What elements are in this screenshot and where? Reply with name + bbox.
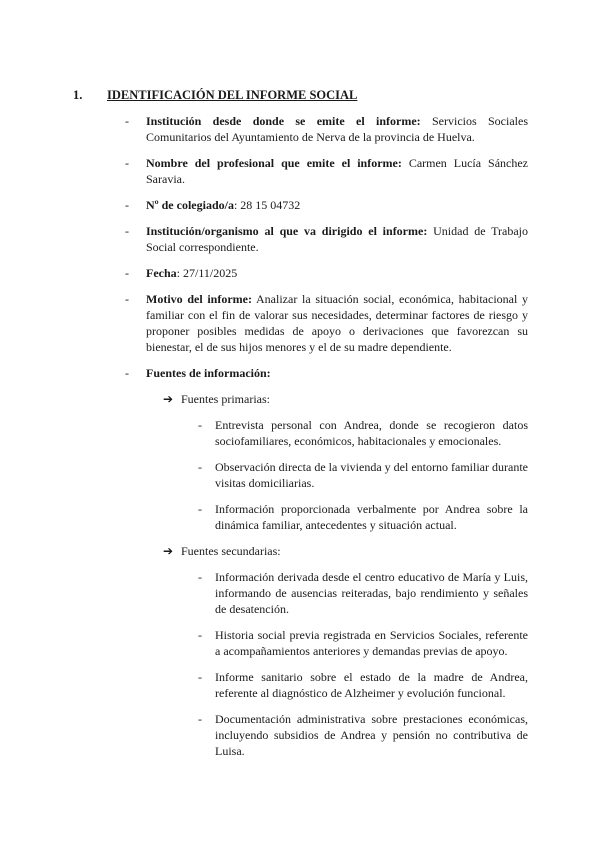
- secondary-source-item: [198, 627, 528, 659]
- secondary-source-item: [198, 711, 528, 759]
- bullet-dash: -: [125, 156, 129, 170]
- secondary-source-text: Documentación administrativa sobre prestaciones económicas, incluyendo subsidios de Andrea y pensión no contributiva de Luisa.: [215, 712, 528, 758]
- list-item-recipient: [125, 223, 528, 255]
- list-item-sources: [125, 365, 528, 381]
- item-label: Institución desde donde se emite el informe:: [146, 114, 421, 128]
- secondary-source-item: [198, 569, 528, 617]
- bullet-dash: -: [125, 198, 129, 212]
- bullet-dash: -: [198, 628, 202, 642]
- bullet-dash: -: [198, 670, 202, 684]
- item-value: Analizar la situación social, económica, habitacional y familiar con el fin de valorar sus necesidades, determinar factores de riesgo y proponer posibles medidas de apoyo o derivaciones que favorezcan su bienestar, el de sus hijos menores y el de su madre dependiente.: [146, 292, 528, 354]
- item-label: Motivo del informe:: [146, 292, 252, 306]
- item-label: Institución/organismo al que va dirigido el informe:: [146, 224, 428, 238]
- item-value: Carmen Lucía Sánchez Saravia.: [146, 156, 529, 186]
- item-value: Unidad de Trabajo Social correspondiente.: [146, 224, 528, 254]
- list-item-date: [125, 265, 528, 281]
- bullet-dash: -: [125, 224, 129, 238]
- primary-source-item: [198, 417, 528, 449]
- secondary-source-text: Informe sanitario sobre el estado de la madre de Andrea, referente al diagnóstico de Alzheimer y evolución funcional.: [215, 670, 528, 700]
- list-item-colegiado: [125, 197, 528, 213]
- primary-source-text: Entrevista personal con Andrea, donde se recogieron datos sociofamiliares, económicos, habitacionales y emocionales.: [215, 418, 528, 448]
- primary-source-text: Información proporcionada verbalmente por Andrea sobre la dinámica familiar, antecedentes y situación actual.: [215, 502, 528, 532]
- bullet-dash: -: [198, 712, 202, 726]
- arrow-right-icon: ➔: [163, 392, 174, 406]
- item-label: Fuentes de información:: [146, 366, 271, 380]
- bullet-dash: -: [198, 502, 202, 516]
- bullet-dash: -: [125, 266, 129, 280]
- secondary-sources-label: Fuentes secundarias:: [181, 544, 281, 558]
- primary-source-item: [198, 501, 528, 533]
- bullet-dash: -: [125, 292, 129, 306]
- secondary-source-item: [198, 669, 528, 701]
- item-label: Nº de colegiado/a: [146, 198, 234, 212]
- item-label: Nombre del profesional que emite el informe:: [146, 156, 402, 170]
- section-title: IDENTIFICACIÓN DEL INFORME SOCIAL: [107, 88, 358, 102]
- bullet-dash: -: [198, 460, 202, 474]
- section-number: 1.: [73, 88, 83, 102]
- list-item-motive: [125, 291, 528, 355]
- primary-sources-label: Fuentes primarias:: [181, 392, 270, 406]
- arrow-right-icon: ➔: [163, 544, 174, 558]
- primary-source-text: Observación directa de la vivienda y del entorno familiar durante visitas domiciliarias.: [215, 460, 528, 490]
- list-item-institution: [125, 113, 528, 145]
- item-value: : 27/11/2025: [176, 266, 238, 280]
- secondary-source-text: Información derivada desde el centro educativo de María y Luis, informando de ausencias reiteradas, bajo rendimiento y señales de desatención.: [215, 570, 528, 616]
- bullet-dash: -: [125, 114, 129, 128]
- bullet-dash: -: [125, 366, 129, 380]
- item-value: Servicios Sociales Comunitarios del Ayuntamiento de Nerva de la provincia de Huelva.: [146, 114, 528, 144]
- bullet-dash: -: [198, 418, 202, 432]
- item-label: Fecha: [146, 266, 177, 280]
- secondary-source-text: Historia social previa registrada en Servicios Sociales, referente a acompañamientos anteriores y demandas previas de apoyo.: [215, 628, 528, 658]
- list-item-professional: [125, 155, 529, 187]
- bullet-dash: -: [198, 570, 202, 584]
- item-value: : 28 15 04732: [233, 198, 301, 212]
- primary-source-item: [198, 459, 528, 491]
